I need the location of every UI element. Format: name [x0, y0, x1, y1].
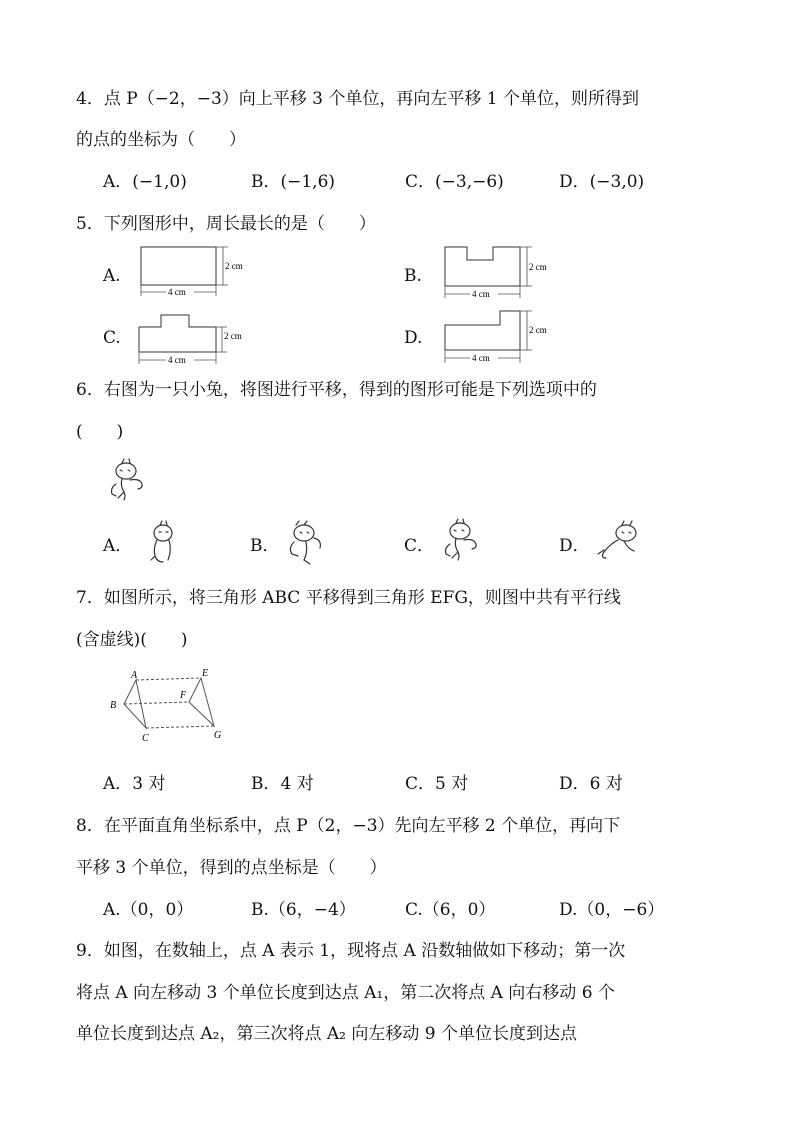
q6-option-b-label: B． — [250, 536, 280, 556]
q6-line2: ( ) — [76, 422, 124, 442]
q5-a-height-label: 2 cm — [225, 261, 243, 271]
q6-rabbit-c — [438, 518, 488, 564]
q8-option-d: D.（0，−6） — [559, 900, 665, 920]
q7-option-b: B．4 对 — [251, 774, 314, 794]
q7-point-c: C — [142, 733, 149, 744]
q6-rabbit-original — [104, 458, 154, 504]
q5-d-width-label: 4 cm — [472, 353, 490, 363]
q6-option-a-label: A． — [103, 536, 133, 556]
q5-option-a-label: A. — [103, 266, 121, 286]
q6-rabbit-b — [284, 520, 334, 566]
q6-rabbit-a — [140, 520, 186, 566]
q5-c-width-label: 4 cm — [168, 355, 186, 365]
q7-option-d: D．6 对 — [559, 774, 623, 794]
q9-line3: 单位长度到达点 A₂，第三次将点 A₂ 向左移动 9 个单位长度到达点 — [76, 1024, 578, 1044]
q6-rabbit-d — [594, 520, 646, 564]
q9-line2: 将点 A 向左移动 3 个单位长度到达点 A₁，第二次将点 A 向右移动 6 个 — [76, 983, 615, 1003]
q4-line2: 的点的坐标为（ ） — [76, 130, 246, 150]
q7-option-a: A．3 对 — [103, 774, 166, 794]
q8-option-c: C.（6，0） — [405, 900, 496, 920]
q7-line2: (含虚线)( ) — [76, 630, 188, 650]
q5-figure-a — [136, 244, 256, 300]
q4-option-c: C．(−3,−6) — [405, 172, 504, 192]
q7-point-f: F — [180, 690, 187, 701]
q5-c-height-label: 2 cm — [224, 331, 242, 341]
q4-option-d: D．(−3,0) — [559, 172, 645, 192]
q5-figure-b — [440, 244, 560, 302]
q7-triangle-figure — [104, 666, 234, 746]
q5-b-height-label: 2 cm — [529, 262, 547, 272]
q6-option-d-label: D． — [559, 536, 590, 556]
q6-line1: 6．右图为一只小兔，将图进行平移，得到的图形可能是下列选项中的 — [76, 380, 597, 400]
q5-figure-d — [440, 308, 560, 368]
q5-option-d-label: D. — [404, 328, 423, 348]
q7-line1: 7．如图所示，将三角形 ABC 平移得到三角形 EFG，则图中共有平行线 — [76, 588, 621, 608]
q5-figure-c — [134, 310, 258, 368]
q5-option-c-label: C. — [103, 328, 121, 348]
q7-point-a: A — [131, 670, 138, 681]
q4-option-a: A．(−1,0) — [103, 172, 187, 192]
q8-line1: 8．在平面直角坐标系中，点 P（2，−3）先向左平移 2 个单位，再向下 — [76, 816, 621, 836]
q7-point-e: E — [202, 668, 209, 679]
q7-point-g: G — [214, 730, 222, 741]
q5-option-b-label: B. — [404, 266, 422, 286]
q6-option-c-label: C． — [404, 536, 435, 556]
q5-line1: 5．下列图形中，周长最长的是（ ） — [76, 214, 376, 234]
q5-d-height-label: 2 cm — [529, 325, 547, 335]
q9-line1: 9．如图，在数轴上，点 A 表示 1，现将点 A 沿数轴做如下移动；第一次 — [76, 941, 626, 961]
q4-option-b: B．(−1,6) — [251, 172, 336, 192]
q5-b-width-label: 4 cm — [472, 289, 490, 299]
q4-line1: 4．点 P（−2，−3）向上平移 3 个单位，再向左平移 1 个单位，则所得到 — [76, 89, 640, 109]
q5-a-width-label: 4 cm — [168, 287, 186, 297]
q7-point-b: B — [110, 700, 117, 711]
q8-option-b: B.（6，−4） — [251, 900, 356, 920]
q8-line2: 平移 3 个单位，得到的点坐标是（ ） — [76, 858, 387, 878]
q7-option-c: C．5 对 — [405, 774, 469, 794]
q8-option-a: A.（0，0） — [103, 900, 194, 920]
